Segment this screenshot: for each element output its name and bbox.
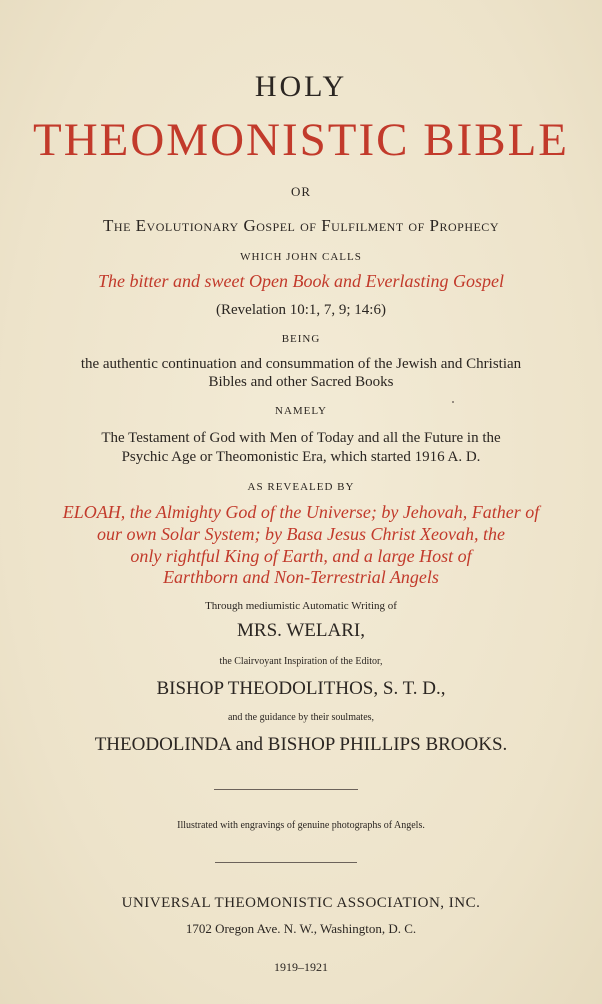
- illustrated-line: Illustrated with engravings of genuine photographs of Angels.: [177, 820, 425, 831]
- revealed-line-1: ELOAH, the Almighty God of the Universe; by Jehovah, Father of: [62, 502, 540, 522]
- revealed-line-2: our own Solar System; by Basa Jesus Christ Xeovah, the: [97, 524, 505, 544]
- testament-line-1: The Testament of God with Men of Today and all the Future in the: [101, 430, 501, 446]
- as-revealed-by-label: AS REVEALED BY: [247, 481, 355, 493]
- publication-years: 1919–1921: [274, 960, 328, 974]
- authentic-line-1: the authentic continuation and consummation of the Jewish and Christian: [80, 356, 522, 372]
- revealed-line-4: Earthborn and Non-Terrestrial Angels: [163, 567, 439, 587]
- divider-1: [214, 789, 358, 790]
- testament-line-2: Psychic Age or Theomonistic Era, which started 1916 A. D.: [121, 449, 481, 465]
- publisher-address: 1702 Oregon Ave. N. W., Washington, D. C.: [185, 921, 417, 936]
- title-holy: HOLY: [254, 70, 348, 103]
- being-label: BEING: [281, 333, 321, 345]
- through-line: Through mediumistic Automatic Writing of: [205, 600, 397, 612]
- revelation-reference: (Revelation 10:1, 7, 9; 14:6): [216, 302, 386, 318]
- editor-name: BISHOP THEODOLITHOS, S. T. D.,: [156, 678, 446, 699]
- namely-label: NAMELY: [275, 405, 327, 417]
- revealed-line-3: only rightful King of Earth, and a large Host of: [130, 546, 472, 566]
- title-main: THEOMONISTIC BIBLE: [33, 114, 569, 166]
- soulmates-line: THEODOLINDA and BISHOP PHILLIPS BROOKS.: [94, 734, 508, 755]
- publisher-name: UNIVERSAL THEOMONISTIC ASSOCIATION, INC.: [121, 895, 481, 911]
- authentic-line-2: Bibles and other Sacred Books: [208, 374, 394, 390]
- medium-name: MRS. WELARI,: [237, 620, 365, 641]
- guidance-line: and the guidance by their soulmates,: [227, 712, 375, 723]
- open-book-line: The bitter and sweet Open Book and Everlasting Gospel: [98, 271, 504, 291]
- or-label: OR: [290, 184, 312, 199]
- which-john-calls: WHICH JOHN CALLS: [240, 251, 362, 263]
- subtitle: The Evolutionary Gospel of Fulfilment of Prophecy: [103, 216, 499, 235]
- speck: [452, 401, 454, 403]
- divider-2: [215, 862, 357, 863]
- clairvoyant-line: the Clairvoyant Inspiration of the Editor,: [219, 656, 383, 667]
